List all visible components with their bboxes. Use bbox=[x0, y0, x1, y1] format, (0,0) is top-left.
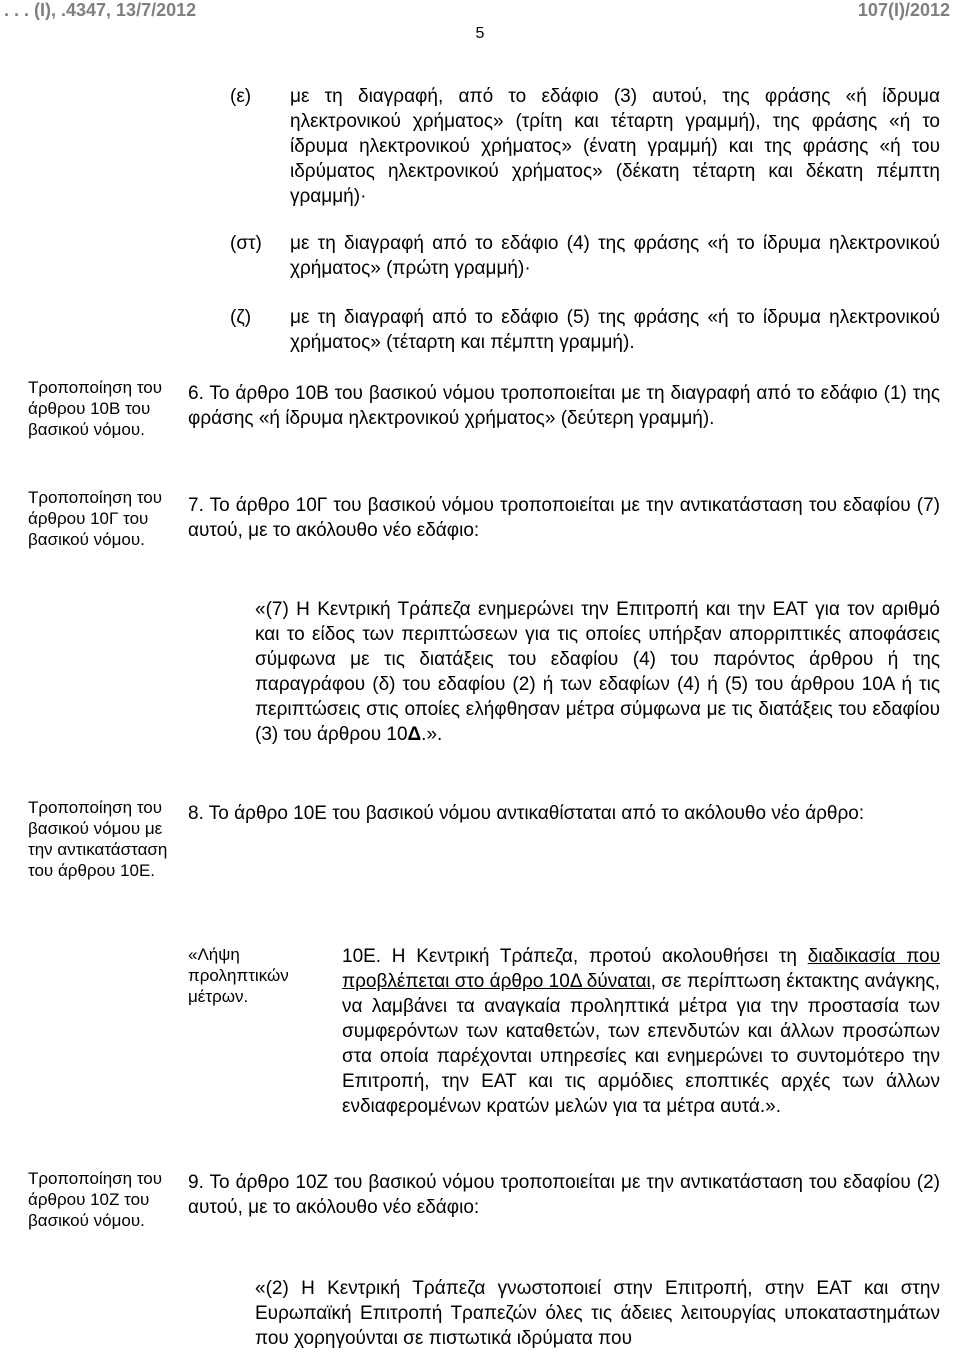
header-law-number: 107(Ι)/2012 bbox=[857, 0, 950, 20]
item-z bbox=[0, 305, 960, 365]
item-label: (ζ) bbox=[230, 307, 252, 328]
article-10e-text bbox=[342, 944, 940, 1119]
item-label: (στ) bbox=[230, 233, 262, 254]
article-rest: , σε περίπτωση έκτακτης ανάγκης, να λαμβάνει τα αναγκαία προληπτικά μέτρα για την προστασία των συμφερόντων των καταθετών, των επενδυτών και άλλων προσώπων στα οποία παρέχονται υπηρεσίες και ενημερώνει το συντομότερο την Επιτροπή, την ΕΑΤ και τις αρμόδιες εποπτικές αρχές των άλλων ενδιαφερομένων κρατών μελών για τα μέτρα αυτά.». bbox=[342, 971, 940, 1117]
header-gazette-ref: . . . (Ι), .4347, 13/7/2012 bbox=[4, 0, 197, 20]
paragraph-6: 6. Το άρθρο 10Β του βασικού νόμου τροποποιείται με τη διαγραφή από το εδάφιο (1) της φράσης «ή ίδρυμα ηλεκτρονικού χρήματος» (δεύτερη γραμμή). bbox=[188, 383, 940, 429]
item-text: με τη διαγραφή από το εδάφιο (4) της φράσης «ή το ίδρυμα ηλεκτρονικού χρήματος» (πρώτη γραμμή)· bbox=[290, 233, 940, 279]
quoted-subsection-9: «(2) Η Κεντρική Τράπεζα γνωστοποιεί στην Επιτροπή, στην ΕΑΤ και στην Ευρωπαϊκή Επιτροπή Τραπεζών όλες τις άδειες λειτουργίας υποκαταστημάτων που χορηγούνται σε πιστωτικά ιδρύματα που bbox=[255, 1278, 940, 1349]
article-start: 10Ε. Η Κεντρική Τράπεζα, προτού ακολουθήσει τη bbox=[342, 946, 808, 967]
paragraph-7: 7. Το άρθρο 10Γ του βασικού νόμου τροποποιείται με την αντικατάσταση του εδαφίου (7) αυτού, με το ακόλουθο νέο εδάφιο: bbox=[188, 495, 940, 541]
quote-text: «(7) Η Κεντρική Τράπεζα ενημερώνει την Επιτροπή και την ΕΑΤ για τον αριθμό και το είδος των περιπτώσεων για τις οποίες υπήρξαν απορριπτικές αποφάσεις σύμφωνα με τις διατάξεις του εδαφίου (4) του παρόντος άρθρου ή της παραγράφου (δ) του εδαφίου (2) ή των εδαφίων (4) ή (5) του άρθρου 10Α ή τις περιπτώσεις στις οποίες ελήφθησαν μέτρα σύμφωνα με τις διατάξεις του εδαφίου (3) του άρθρου 10 bbox=[255, 599, 940, 745]
quote-tail: .». bbox=[421, 724, 443, 745]
paragraph-9: 9. Το άρθρο 10Ζ του βασικού νόμου τροποποιείται με την αντικατάσταση του εδαφίου (2) αυτού, με το ακόλουθο νέο εδάφιο: bbox=[188, 1172, 940, 1218]
margin-note-7: Τροποποίηση του άρθρου 10Γ του βασικού νόμου. bbox=[28, 488, 163, 549]
item-label: (ε) bbox=[230, 86, 252, 107]
item-e bbox=[0, 84, 960, 214]
quoted-subsection-7 bbox=[255, 597, 940, 747]
margin-note-6: Τροποποίηση του άρθρου 10Β του βασικού νόμου. bbox=[28, 378, 163, 439]
item-text: με τη διαγραφή από το εδάφιο (5) της φράσης «ή το ίδρυμα ηλεκτρονικού χρήματος» (τέταρτη και πέμπτη γραμμή). bbox=[290, 307, 940, 353]
article-10e-heading: «Λήψη προληπτικών μέτρων. bbox=[188, 945, 289, 1006]
page-number: 5 bbox=[475, 25, 485, 42]
article-underlined: διαδικασία που προβλέπεται στο άρθρο 10Δ δύναται bbox=[342, 946, 940, 992]
item-st bbox=[0, 231, 960, 291]
quote-bold-letter: Δ bbox=[407, 724, 422, 745]
margin-note-9: Τροποποίηση του άρθρου 10Ζ του βασικού νόμου. bbox=[28, 1169, 163, 1230]
margin-note-8: Τροποποίηση του βασικού νόμου με την αντικατάσταση του άρθρου 10Ε. bbox=[28, 798, 168, 880]
paragraph-8: 8. Το άρθρο 10Ε του βασικού νόμου αντικαθίσταται από το ακόλουθο νέο άρθρο: bbox=[188, 803, 865, 824]
running-header bbox=[0, 0, 960, 20]
item-text: με τη διαγραφή, από το εδάφιο (3) αυτού, της φράσης «ή ίδρυμα ηλεκτρονικού χρήματος» (τρίτη και τέταρτη γραμμή), της φράσης «ή το ίδρυμα ηλεκτρονικού χρήματος» (ένατη γραμμή) και της φράσης «ή του ιδρύματος ηλεκτρονικού χρήματος» (δέκατη τέταρτη και δέκατη πέμπτη γραμμή)· bbox=[290, 86, 940, 207]
